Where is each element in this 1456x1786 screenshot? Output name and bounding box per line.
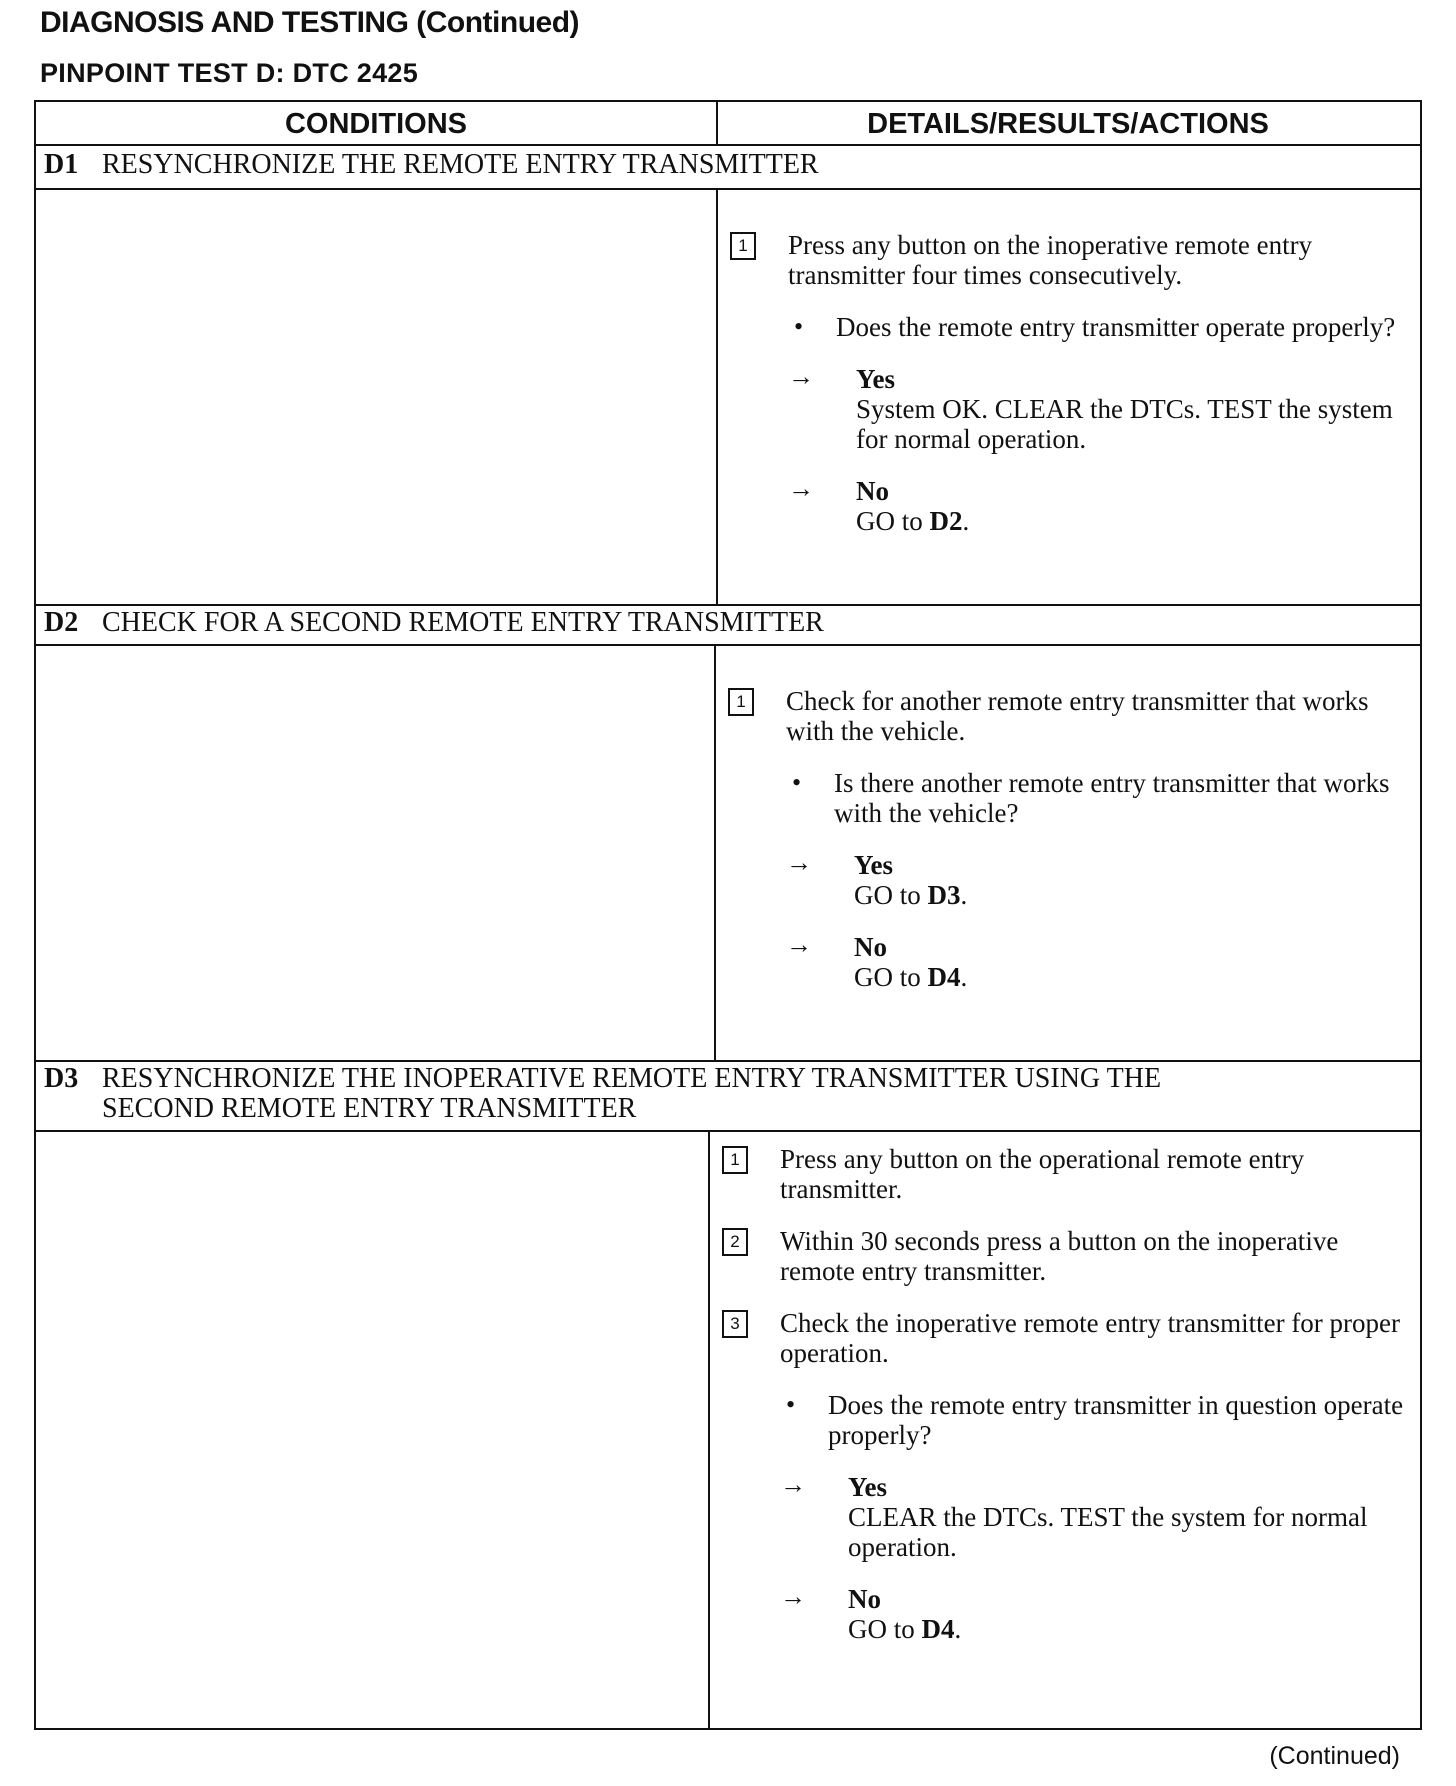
action-item <box>728 686 1406 746</box>
step-number-box: 1 <box>730 232 756 260</box>
goto-target: D3 <box>927 880 961 910</box>
result-label: No <box>856 476 889 506</box>
result-no <box>780 1584 1406 1644</box>
result-prefix: GO to <box>854 880 928 910</box>
step-id: D1 <box>44 149 79 180</box>
step-title: CHECK FOR A SECOND REMOTE ENTRY TRANSMITTER <box>102 607 824 638</box>
result-suffix: . <box>960 880 968 910</box>
step-number-box: 3 <box>722 1310 748 1338</box>
conditions-column-header: CONDITIONS <box>284 108 468 140</box>
step-id: D2 <box>44 607 79 638</box>
result-prefix: GO to <box>856 506 930 536</box>
arrow-right-icon: → <box>786 930 812 959</box>
action-item <box>722 1308 1406 1368</box>
arrow-right-icon: → <box>788 362 814 391</box>
action-item <box>722 1226 1406 1286</box>
pinpoint-test-title: PINPOINT TEST D: DTC 2425 <box>40 58 419 88</box>
action-text: Check for another remote entry transmitter that works with the vehicle. <box>786 686 1369 746</box>
question-text: Does the remote entry transmitter in question operate properly? <box>828 1390 1404 1450</box>
step-title-line1: RESYNCHRONIZE THE INOPERATIVE REMOTE ENTRY TRANSMITTER USING THE <box>102 1063 1162 1094</box>
action-text: Within 30 seconds press a button on the inoperative remote entry transmitter. <box>780 1226 1339 1286</box>
result-no <box>786 932 1406 992</box>
question-text: Does the remote entry transmitter operate properly? <box>836 312 1396 342</box>
action-item <box>722 1144 1406 1204</box>
action-item <box>730 230 1406 290</box>
result-text: CLEAR the DTCs. TEST the system for normal operation. <box>848 1502 1368 1562</box>
result-label: No <box>848 1584 881 1614</box>
question-text: Is there another remote entry transmitter that works with the vehicle? <box>834 768 1390 828</box>
result-text: System OK. CLEAR the DTCs. TEST the system for normal operation. <box>856 394 1393 454</box>
goto-target: D4 <box>927 962 961 992</box>
result-yes <box>786 850 1406 910</box>
step-number-box: 1 <box>722 1146 748 1174</box>
page-heading: DIAGNOSIS AND TESTING (Continued) <box>40 6 580 39</box>
result-suffix: . <box>962 506 970 536</box>
result-yes <box>780 1472 1406 1562</box>
step-title: RESYNCHRONIZE THE REMOTE ENTRY TRANSMITTER <box>102 149 819 180</box>
question-item <box>786 768 1406 828</box>
result-suffix: . <box>954 1614 962 1644</box>
step-id: D3 <box>44 1063 79 1094</box>
result-yes <box>788 364 1406 454</box>
action-text: Press any button on the inoperative remote entry transmitter four times consecutively. <box>788 230 1313 290</box>
action-text: Check the inoperative remote entry transmitter for proper operation. <box>780 1308 1401 1368</box>
step-d1-actions <box>730 230 1406 536</box>
step-d1-title-row <box>44 150 1412 180</box>
result-no <box>788 476 1406 536</box>
result-label: Yes <box>856 364 895 394</box>
bullet-icon: • <box>786 1390 796 1419</box>
arrow-right-icon: → <box>780 1582 806 1611</box>
pinpoint-test-table <box>34 100 1422 1730</box>
arrow-right-icon: → <box>786 848 812 877</box>
bullet-icon: • <box>792 768 802 797</box>
result-prefix: GO to <box>848 1614 922 1644</box>
step-number-box: 2 <box>722 1228 748 1256</box>
goto-target: D2 <box>929 506 963 536</box>
continued-label: (Continued) <box>1269 1742 1400 1770</box>
arrow-right-icon: → <box>780 1470 806 1499</box>
step-d3-actions <box>722 1144 1406 1644</box>
result-label: Yes <box>854 850 893 880</box>
question-item <box>780 1390 1406 1450</box>
step-number-box: 1 <box>728 688 754 716</box>
step-title-line2: SECOND REMOTE ENTRY TRANSMITTER <box>102 1093 637 1124</box>
result-label: Yes <box>848 1472 887 1502</box>
arrow-right-icon: → <box>788 474 814 503</box>
bullet-icon: • <box>794 312 804 341</box>
step-d3-title-row <box>44 1064 1412 1124</box>
question-item <box>788 312 1406 342</box>
step-d2-actions <box>728 686 1406 992</box>
action-text: Press any button on the operational remote entry transmitter. <box>780 1144 1305 1204</box>
step-d2-title-row <box>44 608 1412 638</box>
result-suffix: . <box>960 962 968 992</box>
result-label: No <box>854 932 887 962</box>
goto-target: D4 <box>921 1614 955 1644</box>
result-prefix: GO to <box>854 962 928 992</box>
details-column-header: DETAILS/RESULTS/ACTIONS <box>867 108 1269 140</box>
